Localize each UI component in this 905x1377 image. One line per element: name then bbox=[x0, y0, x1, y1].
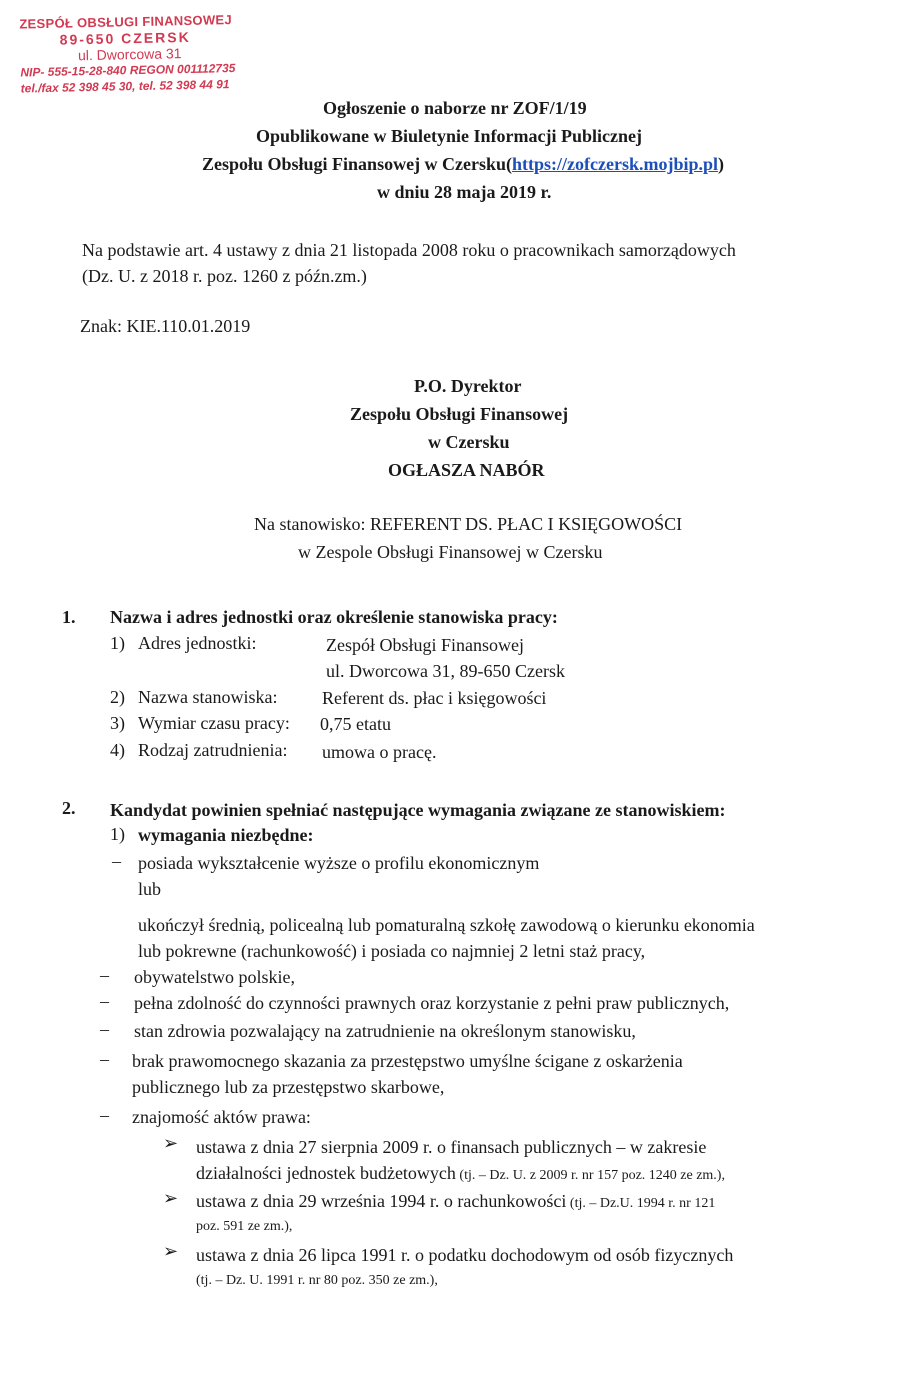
section-number: 2. bbox=[62, 798, 76, 818]
dash-bullet: – bbox=[100, 1019, 109, 1039]
dash-bullet: – bbox=[112, 851, 121, 871]
requirement-text: obywatelstwo polskie, bbox=[134, 967, 295, 987]
director-city: w Czersku bbox=[428, 432, 510, 452]
law-title: ustawa z dnia 29 września 1994 r. o rachunkowości bbox=[196, 1191, 567, 1211]
item-number: 1) bbox=[110, 633, 125, 653]
law-citation: poz. 591 ze zm.), bbox=[196, 1219, 293, 1234]
arrow-bullet: ➢ bbox=[163, 1133, 179, 1153]
section-title: Nazwa i adres jednostki oraz określenie stanowiska pracy: bbox=[110, 607, 558, 627]
item-value: Referent ds. płac i księgowości bbox=[322, 688, 547, 708]
law-text bbox=[196, 1191, 715, 1212]
requirement-text: posiada wykształcenie wyższe o profilu ekonomicznym bbox=[138, 853, 540, 873]
legal-basis-line: Na podstawie art. 4 ustawy z dnia 21 listopada 2008 roku o pracownikach samorządowych bbox=[82, 240, 736, 260]
requirement-text: lub bbox=[138, 879, 162, 899]
reference-sign: Znak: KIE.110.01.2019 bbox=[80, 316, 251, 336]
requirement-text: znajomość aktów prawa: bbox=[132, 1107, 311, 1127]
stamp-line: ul. Dworcowa 31 bbox=[77, 45, 182, 64]
stamp-line: 89-650 CZERSK bbox=[59, 28, 191, 48]
law-citation: (tj. – Dz. U. 1991 r. nr 80 poz. 350 ze zm.), bbox=[196, 1273, 438, 1288]
announcement-subtitle: Opublikowane w Biuletynie Informacji Publicznej bbox=[256, 126, 643, 146]
item-value: 0,75 etatu bbox=[320, 714, 391, 734]
legal-basis-line: (Dz. U. z 2018 r. poz. 1260 z późn.zm.) bbox=[82, 266, 367, 286]
announcement-org-line bbox=[202, 154, 724, 175]
item-number: 3) bbox=[110, 713, 125, 733]
section-title: Kandydat powinien spełniać następujące wymagania związane ze stanowiskiem: bbox=[110, 800, 726, 820]
item-value: umowa o pracę. bbox=[322, 742, 437, 762]
law-text: ustawa z dnia 26 lipca 1991 r. o podatku dochodowym od osób fizycznych bbox=[196, 1245, 734, 1265]
announcement-date: w dniu 28 maja 2019 r. bbox=[377, 182, 552, 202]
requirement-text: lub pokrewne (rachunkowość) i posiada co najmniej 2 letni staż pracy, bbox=[138, 941, 646, 961]
section-number: 1. bbox=[62, 607, 76, 627]
requirement-text: brak prawomocnego skazania za przestępstwo umyślne ścigane z oskarżenia bbox=[132, 1051, 683, 1071]
org-line-text: Zespołu Obsługi Finansowej w Czersku( bbox=[202, 154, 513, 174]
requirement-text: stan zdrowia pozwalający na zatrudnienie na określonym stanowisku, bbox=[134, 1021, 636, 1041]
position-line: Na stanowisko: REFERENT DS. PŁAC I KSIĘGOWOŚCI bbox=[254, 514, 683, 534]
organization-stamp bbox=[19, 11, 261, 96]
director-title: P.O. Dyrektor bbox=[414, 376, 522, 396]
law-text bbox=[196, 1163, 725, 1184]
item-value: Zespół Obsługi Finansowej bbox=[326, 635, 524, 655]
item-number: 2) bbox=[110, 687, 125, 707]
subsection-number: 1) bbox=[110, 824, 125, 844]
position-unit: w Zespole Obsługi Finansowej w Czersku bbox=[298, 542, 603, 562]
dash-bullet: – bbox=[100, 965, 109, 985]
item-number: 4) bbox=[110, 740, 125, 760]
law-citation: (tj. – Dz.U. 1994 r. nr 121 bbox=[566, 1196, 716, 1211]
item-label: Rodzaj zatrudnienia: bbox=[138, 740, 288, 760]
law-text: ustawa z dnia 27 sierpnia 2009 r. o finansach publicznych – w zakresie bbox=[196, 1137, 707, 1157]
org-line-close: ) bbox=[718, 154, 725, 174]
bip-link[interactable]: https://zofczersk.mojbip.pl bbox=[512, 154, 719, 174]
dash-bullet: – bbox=[100, 1049, 109, 1069]
item-label: Wymiar czasu pracy: bbox=[138, 713, 290, 733]
subsection-title: wymagania niezbędne: bbox=[138, 825, 314, 845]
law-citation: (tj. – Dz. U. z 2009 r. nr 157 poz. 1240 ze zm.), bbox=[455, 1168, 725, 1183]
dash-bullet: – bbox=[100, 1105, 109, 1125]
requirement-text: publicznego lub za przestępstwo skarbowe, bbox=[132, 1077, 445, 1097]
arrow-bullet: ➢ bbox=[163, 1188, 179, 1208]
requirement-text: pełna zdolność do czynności prawnych oraz korzystanie z pełni praw publicznych, bbox=[134, 993, 730, 1013]
arrow-bullet: ➢ bbox=[163, 1241, 179, 1261]
recruitment-heading: OGŁASZA NABÓR bbox=[388, 460, 545, 480]
director-org: Zespołu Obsługi Finansowej bbox=[350, 404, 569, 424]
stamp-line: tel./fax 52 398 45 30, tel. 52 398 44 91 bbox=[20, 77, 230, 96]
dash-bullet: – bbox=[100, 991, 109, 1011]
stamp-line: ZESPÓŁ OBSŁUGI FINANSOWEJ bbox=[19, 12, 233, 32]
announcement-title: Ogłoszenie o naborze nr ZOF/1/19 bbox=[323, 98, 587, 118]
requirement-text: ukończył średnią, policealną lub pomaturalną szkołę zawodową o kierunku ekonomia bbox=[138, 915, 755, 935]
item-label: Nazwa stanowiska: bbox=[138, 687, 278, 707]
stamp-line: NIP- 555-15-28-840 REGON 001112735 bbox=[20, 61, 236, 80]
item-value: ul. Dworcowa 31, 89-650 Czersk bbox=[326, 661, 565, 681]
law-title: działalności jednostek budżetowych bbox=[196, 1163, 456, 1183]
item-label: Adres jednostki: bbox=[138, 633, 257, 653]
